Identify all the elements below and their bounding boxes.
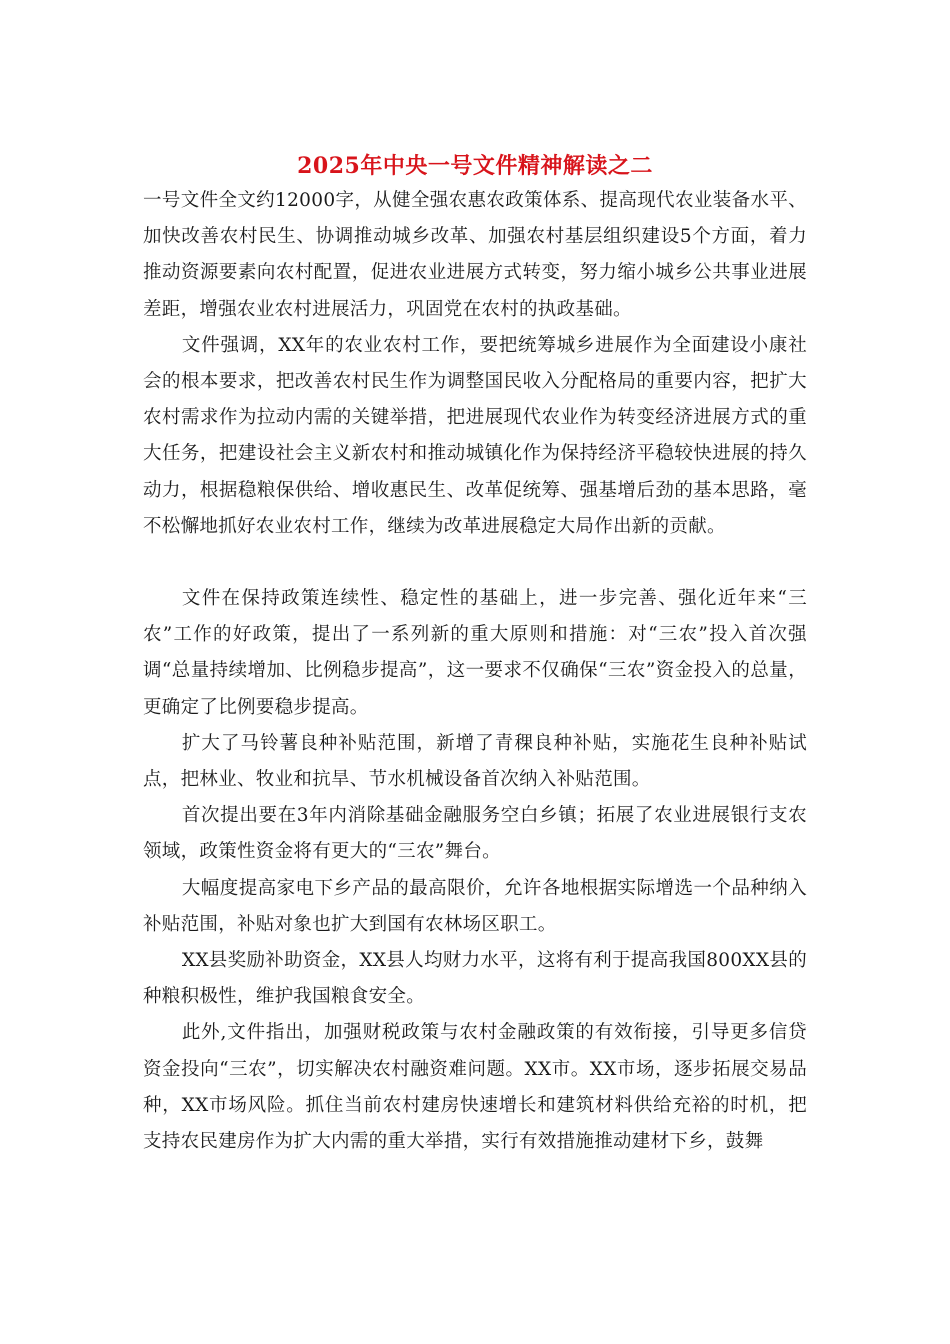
paragraph-emphasis: 文件强调，XX年的农业农村工作，要把统筹城乡进展作为全面建设小康社会的根本要求，把改善农村民生作为调整国民收入分配格局的重要内容，把扩大农村需求作为拉动内需的关键举措，把进展现代农业作为转变经济进展方式的重大任务，把建设社会主义新农村和推动城镇化作为保持经济平稳较快进展的持久动力，根据稳粮保供给、增收惠民生、改革促统筹、强基增后劲的基本思路，毫不松懈地抓好农业农村工作，继续为改革进展稳定大局作出新的贡献。 xyxy=(143,334,807,537)
paragraph-seed-subsidy: 扩大了马铃薯良种补贴范围，新增了青稞良种补贴，实施花生良种补贴试点，把林业、牧业和抗旱、节水机械设备首次纳入补贴范围。 xyxy=(143,732,807,791)
paragraph-county-incentive: XX县奖励补助资金，XX县人均财力水平，这将有利于提高我国800XX县的种粮积极性，维护我国粮食安全。 xyxy=(143,950,807,1008)
paragraph-rural-finance: 首次提出要在3年内消除基础金融服务空白乡镇；拓展了农业进展银行支农领域，政策性资金将有更大的“三农”舞台。 xyxy=(143,805,807,863)
paragraph-appliance-subsidy: 大幅度提高家电下乡产品的最高限价，允许各地根据实际增选一个品种纳入补贴范围，补贴对象也扩大到国有农林场区职工。 xyxy=(143,877,807,935)
paragraph-fiscal-policy: 此外,文件指出，加强财税政策与农村金融政策的有效衔接，引导更多信贷资金投向“三农”，切实解决农村融资难问题。XX市。XX市场，逐步拓展交易品种，XX市场风险。抓住当前农村建房快速增长和建筑材料供给充裕的时机，把支持农民建房作为扩大内需的重大举措，实行有效措施推动建材下乡，鼓舞 xyxy=(143,1022,807,1153)
document-body xyxy=(143,183,807,1160)
paragraph-policy-continuity: 文件在保持政策连续性、稳定性的基础上，进一步完善、强化近年来“三农”工作的好政策，提出了一系列新的重大原则和措施：对“三农”投入首次强调“总量持续增加、比例稳步提高”，这一要求不仅确保“三农”资金投入的总量，更确定了比例要稳步提高。 xyxy=(143,588,807,718)
document-title: 2025年中央一号文件精神解读之二 xyxy=(297,153,653,179)
paragraph-overview: 一号文件全文约12000字，从健全强农惠农政策体系、提高现代农业装备水平、加快改善农村民生、协调推动城乡改革、加强农村基层组织建设5个方面，着力推动资源要素向农村配置，促进农业进展方式转变，努力缩小城乡公共事业进展差距，增强农业农村进展活力，巩固党在农村的执政基础。 xyxy=(143,190,807,320)
